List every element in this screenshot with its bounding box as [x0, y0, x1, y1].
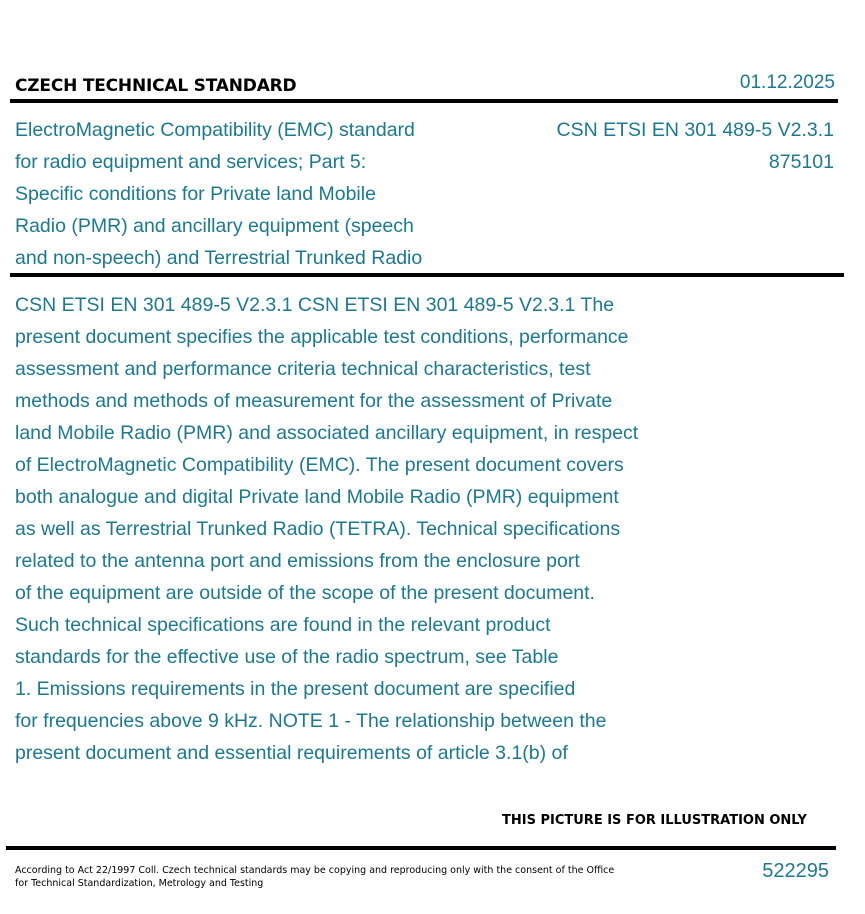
- abstract-line: for frequencies above 9 kHz. NOTE 1 - The relationship between the: [15, 710, 607, 732]
- illustration-disclaimer: THIS PICTURE IS FOR ILLUSTRATION ONLY: [502, 813, 807, 828]
- abstract-line: CSN ETSI EN 301 489-5 V2.3.1 CSN ETSI EN 301 489-5 V2.3.1 The: [15, 294, 615, 316]
- abstract-line: land Mobile Radio (PMR) and associated ancillary equipment, in respect: [15, 422, 639, 444]
- abstract-line: as well as Terrestrial Trunked Radio (TETRA). Technical specifications: [15, 518, 621, 540]
- title-divider: [10, 273, 844, 277]
- document-abstract: [15, 289, 715, 769]
- legal-notice-line: According to Act 22/1997 Coll. Czech technical standards may be copying and reproducing only with the consent of the Office: [15, 865, 615, 876]
- abstract-line: related to the antenna port and emissions from the enclosure port: [15, 550, 580, 572]
- abstract-line: assessment and performance criteria technical characteristics, test: [15, 358, 591, 380]
- header-divider: [10, 99, 838, 103]
- standard-type-title: CZECH TECHNICAL STANDARD: [15, 76, 297, 96]
- document-title: [15, 114, 422, 274]
- document-title-line: for radio equipment and services; Part 5:: [15, 151, 367, 173]
- document-title-line: Radio (PMR) and ancillary equipment (speech: [15, 215, 414, 237]
- abstract-line: present document and essential requirements of article 3.1(b) of: [15, 742, 568, 764]
- document-title-line: ElectroMagnetic Compatibility (EMC) standard: [15, 119, 415, 141]
- standard-code: CSN ETSI EN 301 489-5 V2.3.1: [556, 119, 834, 141]
- legal-notice-line: for Technical Standardization, Metrology and Testing: [15, 878, 264, 889]
- footer-divider: [6, 846, 836, 850]
- abstract-line: standards for the effective use of the radio spectrum, see Table: [15, 646, 559, 668]
- abstract-line: 1. Emissions requirements in the present document are specified: [15, 678, 576, 700]
- abstract-line: of ElectroMagnetic Compatibility (EMC). The present document covers: [15, 454, 624, 476]
- abstract-line: both analogue and digital Private land Mobile Radio (PMR) equipment: [15, 486, 619, 508]
- abstract-line: of the equipment are outside of the scope of the present document.: [15, 582, 595, 604]
- document-title-line: and non-speech) and Terrestrial Trunked Radio: [15, 247, 423, 269]
- publication-date: 01.12.2025: [739, 72, 835, 93]
- document-number: 522295: [762, 860, 829, 882]
- document-title-line: Specific conditions for Private land Mobile: [15, 183, 376, 205]
- legal-notice: [15, 864, 614, 890]
- standard-identifiers: [557, 114, 834, 178]
- abstract-line: methods and methods of measurement for the assessment of Private: [15, 390, 613, 412]
- abstract-line: present document specifies the applicable test conditions, performance: [15, 326, 629, 348]
- abstract-line: Such technical specifications are found in the relevant product: [15, 614, 551, 636]
- catalog-number: 875101: [768, 151, 834, 173]
